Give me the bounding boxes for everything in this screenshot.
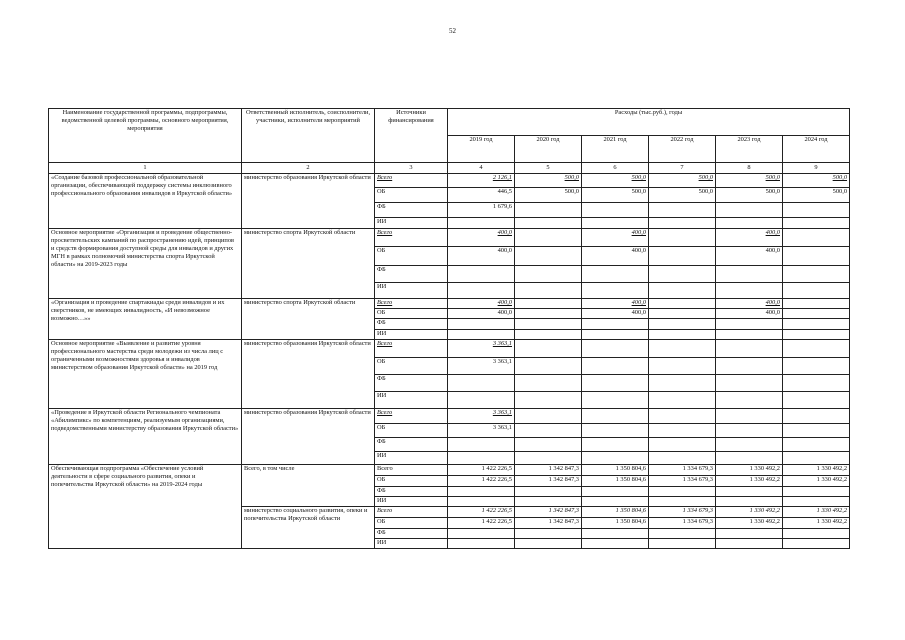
value-cell xyxy=(649,497,716,507)
value-cell xyxy=(649,539,716,549)
activity-name: Основное мероприятие «Выявление и развитие уровня профессионального мастерства среди молодежи из числа лиц с ограниченными возможностями здоровья и инвалидов министерством образования Иркутской области» на 2019 год xyxy=(49,340,242,409)
header-year: 2021 год xyxy=(582,136,649,163)
value-cell: 1 330 492,2 xyxy=(783,465,850,476)
value-cell xyxy=(448,375,515,392)
col-number: 7 xyxy=(649,163,716,174)
source-cell: ИИ xyxy=(375,218,448,229)
source-cell: ИИ xyxy=(375,330,448,340)
value-cell xyxy=(515,375,582,392)
header-year: 2023 год xyxy=(716,136,783,163)
value-cell xyxy=(582,539,649,549)
value-cell xyxy=(783,497,850,507)
value-cell: 400,0 xyxy=(582,229,649,247)
source-cell: ФБ xyxy=(375,319,448,330)
value-cell xyxy=(582,266,649,283)
value-cell xyxy=(649,299,716,309)
value-cell xyxy=(716,539,783,549)
value-cell: 500,0 xyxy=(582,188,649,203)
value-cell: 400,0 xyxy=(448,229,515,247)
header-expenses: Расходы (тыс.руб.), годы xyxy=(448,109,850,136)
value-cell: 1 334 679,3 xyxy=(649,465,716,476)
value-cell xyxy=(716,487,783,497)
value-cell xyxy=(649,358,716,375)
table-row xyxy=(49,409,850,424)
value-cell xyxy=(716,424,783,438)
table-row xyxy=(49,465,850,476)
executor-name: министерство спорта Иркутской области xyxy=(242,299,375,340)
executor-name: министерство образования Иркутской области xyxy=(242,409,375,465)
value-cell: 2 126,1 xyxy=(448,174,515,188)
source-cell: ФБ xyxy=(375,375,448,392)
value-cell xyxy=(515,330,582,340)
value-cell xyxy=(783,299,850,309)
value-cell xyxy=(783,266,850,283)
value-cell: 400,0 xyxy=(582,299,649,309)
value-cell xyxy=(515,392,582,409)
value-cell: 1 422 226,5 xyxy=(448,465,515,476)
value-cell xyxy=(783,487,850,497)
source-cell: ОБ xyxy=(375,358,448,375)
value-cell xyxy=(582,330,649,340)
value-cell: 500,0 xyxy=(783,174,850,188)
value-cell xyxy=(515,539,582,549)
value-cell: 1 330 492,2 xyxy=(783,518,850,529)
value-cell xyxy=(716,358,783,375)
value-cell xyxy=(783,438,850,452)
col-number: 3 xyxy=(375,163,448,174)
value-cell: 1 334 679,3 xyxy=(649,476,716,487)
source-cell: ИИ xyxy=(375,452,448,465)
value-cell xyxy=(515,424,582,438)
value-cell xyxy=(649,330,716,340)
value-cell xyxy=(515,438,582,452)
value-cell: 1 350 804,6 xyxy=(582,507,649,518)
value-cell xyxy=(649,438,716,452)
value-cell xyxy=(515,340,582,358)
value-cell xyxy=(783,375,850,392)
value-cell: 1 422 226,5 xyxy=(448,507,515,518)
header-year: 2022 год xyxy=(649,136,716,163)
value-cell: 400,0 xyxy=(582,247,649,266)
value-cell: 1 330 492,2 xyxy=(716,476,783,487)
value-cell: 3 363,1 xyxy=(448,358,515,375)
value-cell: 400,0 xyxy=(448,299,515,309)
value-cell xyxy=(716,218,783,229)
value-cell: 400,0 xyxy=(716,229,783,247)
value-cell xyxy=(448,452,515,465)
value-cell xyxy=(515,452,582,465)
value-cell xyxy=(448,497,515,507)
source-cell: ОБ xyxy=(375,309,448,319)
value-cell: 1 350 804,6 xyxy=(582,518,649,529)
value-cell xyxy=(515,229,582,247)
value-cell xyxy=(448,529,515,539)
value-cell xyxy=(448,218,515,229)
value-cell xyxy=(716,375,783,392)
value-cell: 500,0 xyxy=(515,174,582,188)
value-cell xyxy=(649,487,716,497)
value-cell xyxy=(649,266,716,283)
value-cell xyxy=(649,452,716,465)
value-cell xyxy=(716,330,783,340)
value-cell xyxy=(515,319,582,330)
value-cell xyxy=(649,218,716,229)
source-cell: ФБ xyxy=(375,266,448,283)
table-row xyxy=(49,174,850,188)
value-cell: 1 334 679,3 xyxy=(649,507,716,518)
source-cell: ФБ xyxy=(375,203,448,218)
value-cell xyxy=(582,529,649,539)
value-cell xyxy=(783,218,850,229)
col-number: 9 xyxy=(783,163,850,174)
value-cell xyxy=(649,529,716,539)
value-cell: 500,0 xyxy=(515,188,582,203)
value-cell xyxy=(649,392,716,409)
source-cell: ФБ xyxy=(375,438,448,452)
value-cell xyxy=(448,487,515,497)
value-cell xyxy=(515,203,582,218)
value-cell: 400,0 xyxy=(716,299,783,309)
col-number: 1 xyxy=(49,163,242,174)
value-cell: 400,0 xyxy=(716,309,783,319)
value-cell xyxy=(783,247,850,266)
value-cell xyxy=(515,218,582,229)
col-number: 4 xyxy=(448,163,515,174)
value-cell xyxy=(448,392,515,409)
value-cell xyxy=(783,283,850,299)
value-cell xyxy=(783,340,850,358)
value-cell: 1 342 847,3 xyxy=(515,507,582,518)
source-cell: ОБ xyxy=(375,188,448,203)
value-cell: 500,0 xyxy=(582,174,649,188)
value-cell xyxy=(582,283,649,299)
value-cell: 1 342 847,3 xyxy=(515,476,582,487)
value-cell xyxy=(716,409,783,424)
source-cell: ОБ xyxy=(375,476,448,487)
value-cell xyxy=(448,266,515,283)
value-cell: 1 330 492,2 xyxy=(716,465,783,476)
value-cell xyxy=(649,229,716,247)
value-cell: 1 330 492,2 xyxy=(716,518,783,529)
page-number: 52 xyxy=(449,27,456,35)
value-cell xyxy=(582,438,649,452)
activity-name: Основное мероприятие «Организация и проведение общественно-просветительских кампаний по распространению идей, принципов и средств формирования доступной среды для инвалидов и других МГН в рамках полномочий министерства спорта Иркутской области» на 2019-2023 годы xyxy=(49,229,242,299)
value-cell xyxy=(783,229,850,247)
source-cell: ОБ xyxy=(375,424,448,438)
value-cell: 400,0 xyxy=(448,247,515,266)
value-cell xyxy=(783,529,850,539)
source-cell: ОБ xyxy=(375,518,448,529)
executor-name: министерство образования Иркутской области xyxy=(242,340,375,409)
executor-name: министерство образования Иркутской области xyxy=(242,174,375,229)
value-cell xyxy=(582,497,649,507)
value-cell xyxy=(448,539,515,549)
header-year: 2019 год xyxy=(448,136,515,163)
value-cell: 1 350 804,6 xyxy=(582,476,649,487)
table-row xyxy=(49,299,850,309)
value-cell xyxy=(783,203,850,218)
value-cell xyxy=(649,375,716,392)
value-cell xyxy=(649,409,716,424)
value-cell xyxy=(582,358,649,375)
value-cell: 400,0 xyxy=(582,309,649,319)
value-cell: 500,0 xyxy=(716,174,783,188)
value-cell xyxy=(783,424,850,438)
value-cell: 1 679,6 xyxy=(448,203,515,218)
header-name: Наименование государственной программы, подпрограммы, ведомственной целевой программы, основного мероприятия, мероприятия xyxy=(49,109,242,163)
value-cell xyxy=(649,283,716,299)
value-cell: 500,0 xyxy=(649,174,716,188)
source-cell: ИИ xyxy=(375,497,448,507)
col-number: 8 xyxy=(716,163,783,174)
value-cell xyxy=(582,424,649,438)
value-cell xyxy=(515,283,582,299)
value-cell xyxy=(783,539,850,549)
source-cell: Всего xyxy=(375,174,448,188)
value-cell xyxy=(515,497,582,507)
table-body xyxy=(49,174,850,549)
value-cell: 1 342 847,3 xyxy=(515,465,582,476)
value-cell xyxy=(582,392,649,409)
value-cell xyxy=(716,266,783,283)
value-cell xyxy=(515,266,582,283)
source-cell: Всего xyxy=(375,229,448,247)
value-cell xyxy=(649,424,716,438)
value-cell xyxy=(649,309,716,319)
value-cell: 446,5 xyxy=(448,188,515,203)
value-cell: 1 334 679,3 xyxy=(649,518,716,529)
table-row xyxy=(49,340,850,358)
header-executor: Ответственный исполнитель, соисполнители, участники, исполнители мероприятий xyxy=(242,109,375,163)
value-cell: 1 330 492,2 xyxy=(716,507,783,518)
value-cell xyxy=(649,319,716,330)
value-cell xyxy=(783,452,850,465)
value-cell xyxy=(582,203,649,218)
col-number: 6 xyxy=(582,163,649,174)
source-cell: Всего xyxy=(375,299,448,309)
value-cell xyxy=(716,392,783,409)
activity-name: «Организация и проведение спартакиады среди инвалидов и их сверстников, не имеющих инвалидность, «И невозможное возможно…»» xyxy=(49,299,242,340)
value-cell xyxy=(582,218,649,229)
source-cell: ИИ xyxy=(375,392,448,409)
value-cell: 1 350 804,6 xyxy=(582,465,649,476)
value-cell: 1 330 492,2 xyxy=(783,507,850,518)
value-cell xyxy=(716,529,783,539)
value-cell: 1 422 226,5 xyxy=(448,518,515,529)
value-cell: 500,0 xyxy=(783,188,850,203)
value-cell: 500,0 xyxy=(716,188,783,203)
value-cell xyxy=(582,340,649,358)
value-cell xyxy=(649,203,716,218)
value-cell xyxy=(783,358,850,375)
source-cell: ОБ xyxy=(375,247,448,266)
value-cell: 400,0 xyxy=(448,309,515,319)
value-cell: 1 342 847,3 xyxy=(515,518,582,529)
source-cell: Всего xyxy=(375,340,448,358)
executor-name: министерство спорта Иркутской области xyxy=(242,229,375,299)
header-source: Источники финансирования xyxy=(375,109,448,163)
source-cell: Всего xyxy=(375,409,448,424)
value-cell xyxy=(582,319,649,330)
value-cell xyxy=(448,330,515,340)
value-cell xyxy=(582,487,649,497)
value-cell xyxy=(515,358,582,375)
value-cell xyxy=(783,330,850,340)
value-cell xyxy=(716,452,783,465)
value-cell xyxy=(448,438,515,452)
activity-name: «Создание базовой профессиональной образовательной организации, обеспечивающей поддержку системы инклюзивного профессионального образования инвалидов в Иркутской области» xyxy=(49,174,242,229)
value-cell: 3 363,1 xyxy=(448,424,515,438)
value-cell xyxy=(716,438,783,452)
source-cell: ИИ xyxy=(375,539,448,549)
value-cell xyxy=(515,299,582,309)
value-cell: 3 363,1 xyxy=(448,340,515,358)
source-cell: ФБ xyxy=(375,487,448,497)
value-cell xyxy=(783,392,850,409)
value-cell xyxy=(515,309,582,319)
col-number: 5 xyxy=(515,163,582,174)
value-cell: 400,0 xyxy=(716,247,783,266)
header-year: 2024 год xyxy=(783,136,850,163)
executor-total: Всего, в том числе xyxy=(242,465,375,507)
subprogram-name: Обеспечивающая подпрограмма «Обеспечение условий деятельности в сфере социального развития, опеки и попечительства Иркутской области» на 2019-2024 годы xyxy=(49,465,242,549)
value-cell xyxy=(582,409,649,424)
source-cell: ФБ xyxy=(375,529,448,539)
value-cell: 1 422 226,5 xyxy=(448,476,515,487)
value-cell xyxy=(582,375,649,392)
value-cell xyxy=(783,309,850,319)
value-cell xyxy=(515,529,582,539)
expenses-table xyxy=(48,108,850,549)
value-cell xyxy=(716,203,783,218)
value-cell xyxy=(716,497,783,507)
value-cell xyxy=(649,340,716,358)
value-cell xyxy=(515,247,582,266)
source-cell: Всего xyxy=(375,507,448,518)
table-row xyxy=(49,229,850,247)
value-cell xyxy=(716,340,783,358)
source-cell: Всего xyxy=(375,465,448,476)
value-cell: 3 363,1 xyxy=(448,409,515,424)
header-year: 2020 год xyxy=(515,136,582,163)
value-cell xyxy=(783,409,850,424)
value-cell: 500,0 xyxy=(649,188,716,203)
value-cell xyxy=(783,319,850,330)
value-cell xyxy=(448,283,515,299)
value-cell xyxy=(515,409,582,424)
executor-ministry: министерство социального развития, опеки и попечительства Иркутской области xyxy=(242,507,375,549)
value-cell xyxy=(649,247,716,266)
value-cell xyxy=(515,487,582,497)
value-cell xyxy=(582,452,649,465)
value-cell xyxy=(448,319,515,330)
value-cell xyxy=(716,319,783,330)
col-number: 2 xyxy=(242,163,375,174)
activity-name: «Проведение в Иркутской области Регионального чемпионата «Абилимпикс» по компетенциям, реализуемым организациями, подведомственными министерству образования Иркутской области» xyxy=(49,409,242,465)
value-cell xyxy=(716,283,783,299)
value-cell: 1 330 492,2 xyxy=(783,476,850,487)
source-cell: ИИ xyxy=(375,283,448,299)
